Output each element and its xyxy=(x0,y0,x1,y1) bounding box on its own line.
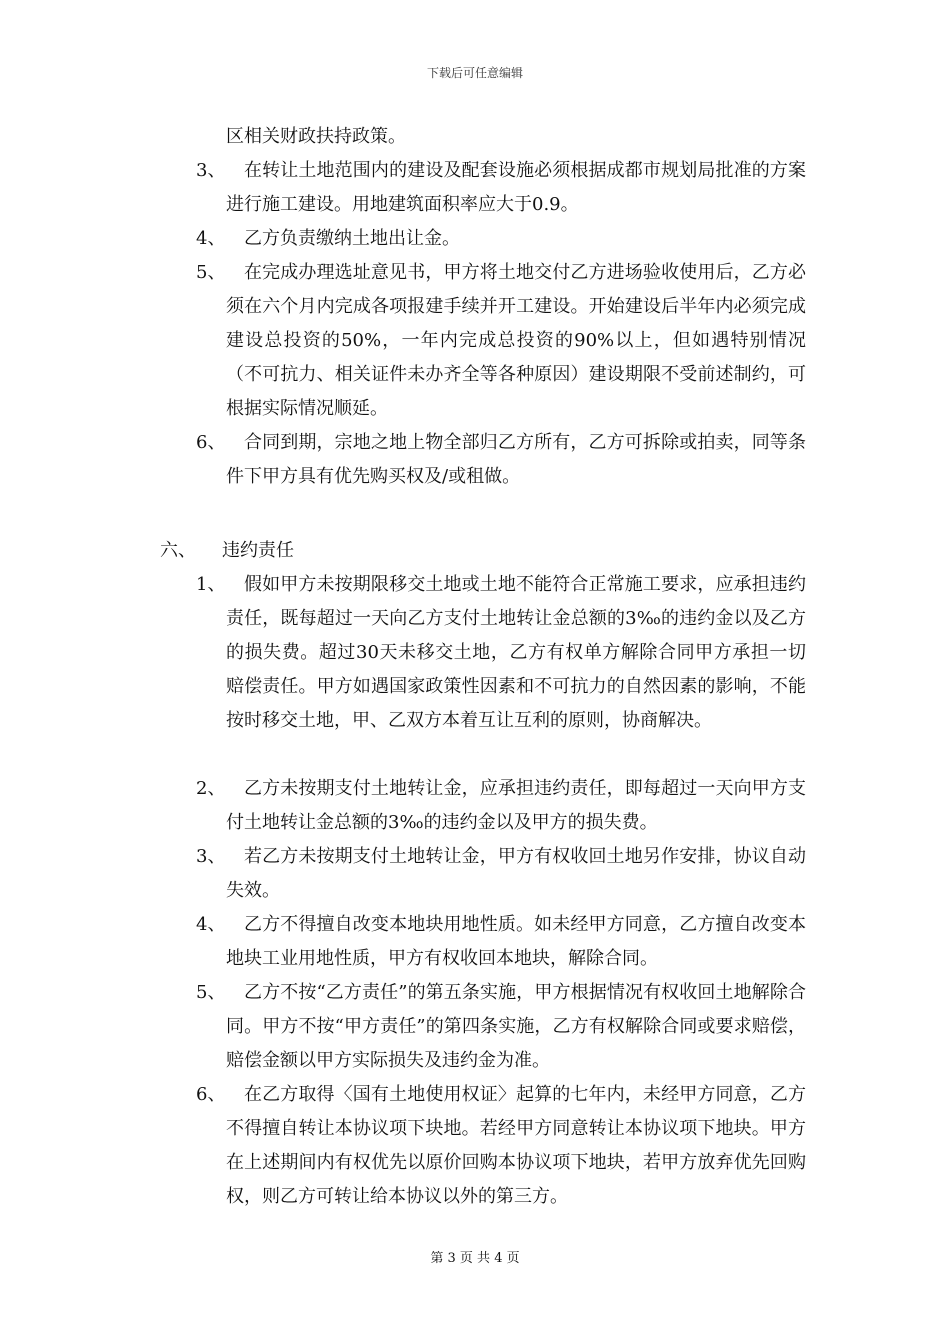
list-item xyxy=(0,426,950,494)
section-title: 违约责任 xyxy=(222,540,294,561)
item-text: 假如甲方未按期限移交土地或土地不能符合正常施工要求，应承担违约责任，既每超过一天向乙方支付土地转让金总额的3‰的违约金以及乙方的损失费。超过30天未移交土地，乙方有权单方解除合同甲方承担一切赔偿责任。甲方如遇国家政策性因素和不可抗力的自然因素的影响，不能按时移交土地，甲、乙双方本着互让互利的原则，协商解决。 xyxy=(226,574,806,731)
item-number: 2、 xyxy=(196,778,226,799)
page-footer: 第 3 页 共 4 页 xyxy=(430,1251,520,1266)
list-item xyxy=(0,256,950,426)
item-text: 乙方负责缴纳土地出让金。 xyxy=(244,228,460,249)
item-text: 乙方未按期支付土地转让金，应承担违约责任，即每超过一天向甲方支付土地转让金总额的3‰的违约金以及甲方的损失费。 xyxy=(226,778,806,833)
item-number: 4、 xyxy=(196,914,226,935)
item-text: 在乙方取得〈国有土地使用权证〉起算的七年内，未经甲方同意，乙方不得擅自转让本协议项下块地。若经甲方同意转让本协议项下地块。甲方在上述期间内有权优先以原价回购本协议项下地块，若甲方放弃优先回购权，则乙方可转让给本协议以外的第三方。 xyxy=(226,1084,806,1207)
list-item xyxy=(0,976,950,1078)
list-item xyxy=(0,772,950,840)
list-item xyxy=(0,840,950,908)
item-number: 3、 xyxy=(196,846,226,867)
list-item xyxy=(0,908,950,976)
item-text: 乙方不得擅自改变本地块用地性质。如未经甲方同意，乙方擅自改变本地块工业用地性质，甲方有权收回本地块，解除合同。 xyxy=(226,914,806,969)
item-number: 6、 xyxy=(196,1084,226,1105)
item-text: 乙方不按“乙方责任”的第五条实施，甲方根据情况有权收回土地解除合同。甲方不按“甲方责任”的第四条实施，乙方有权解除合同或要求赔偿，赔偿金额以甲方实际损失及违约金为准。 xyxy=(226,982,806,1071)
document-body xyxy=(0,120,950,1214)
item-text: 合同到期，宗地之地上物全部归乙方所有，乙方可拆除或拍卖，同等条件下甲方具有优先购买权及/或租做。 xyxy=(226,432,806,487)
continuation-text: 区相关财政扶持政策。 xyxy=(226,126,406,147)
list-item xyxy=(0,1078,950,1214)
item-text: 若乙方未按期支付土地转让金，甲方有权收回土地另作安排，协议自动失效。 xyxy=(226,846,806,901)
list-item xyxy=(0,568,950,772)
item-number: 6、 xyxy=(196,432,226,453)
item-number: 5、 xyxy=(196,262,226,283)
item-number: 3、 xyxy=(196,160,226,181)
item-number: 1、 xyxy=(196,574,226,595)
list-item xyxy=(0,154,950,222)
list-item xyxy=(0,222,950,256)
item-text: 在完成办理选址意见书，甲方将土地交付乙方进场验收使用后，乙方必须在六个月内完成各项报建手续并开工建设。开始建设后半年内必须完成建设总投资的50%，一年内完成总投资的90%以上，但如遇特别情况（不可抗力、相关证件未办齐全等各种原因）建设期限不受前述制约，可根据实际情况顺延。 xyxy=(226,262,806,419)
item-text: 在转让土地范围内的建设及配套设施必须根据成都市规划局批准的方案进行施工建设。用地建筑面积率应大于0.9。 xyxy=(226,160,806,215)
item-number: 4、 xyxy=(196,228,226,249)
page-header: 下载后可任意编辑 xyxy=(426,66,523,80)
section-number: 六、 xyxy=(160,540,196,561)
continuation-paragraph xyxy=(0,120,950,154)
item-number: 5、 xyxy=(196,982,226,1003)
section-heading xyxy=(0,534,950,568)
